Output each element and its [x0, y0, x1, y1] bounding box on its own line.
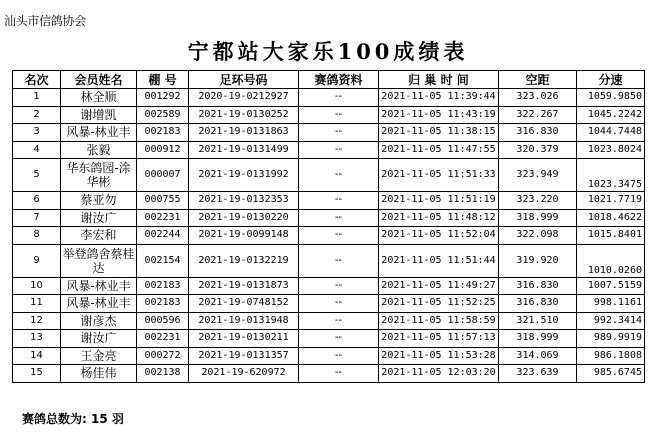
member-name-cell: 华东鸽园-涂华彬 [61, 159, 137, 192]
arrival-time-cell: 2021-11-05 11:58:59 [379, 312, 499, 330]
shed-number-cell: 000007 [137, 159, 189, 192]
pigeon-info-cell: -- [299, 277, 379, 295]
shed-number-cell: 001292 [137, 89, 189, 107]
pigeon-info-cell: -- [299, 365, 379, 383]
member-name-cell: 蔡亚勿 [61, 192, 137, 210]
speed-cell: 1044.7448 [577, 124, 645, 142]
ring-number-cell: 2021-19-0131948 [189, 312, 299, 330]
distance-cell: 319.920 [499, 244, 577, 277]
speed-cell: 1010.0260 [577, 244, 645, 277]
arrival-time-cell: 2021-11-05 11:47:55 [379, 141, 499, 159]
distance-cell: 322.267 [499, 106, 577, 124]
organization-name: 汕头市信鸽协会 [4, 14, 86, 28]
member-name-cell: 谢汝广 [61, 330, 137, 348]
speed-cell: 1007.5159 [577, 277, 645, 295]
distance-cell: 314.069 [499, 347, 577, 365]
ring-number-cell: 2021-19-620972 [189, 365, 299, 383]
arrival-time-cell: 2021-11-05 11:48:12 [379, 209, 499, 227]
speed-cell: 1045.2242 [577, 106, 645, 124]
member-name-cell: 张毅 [61, 141, 137, 159]
table-row [13, 89, 645, 107]
shed-number-cell: 002183 [137, 124, 189, 142]
pigeon-info-cell: -- [299, 347, 379, 365]
header-speed: 分速 [577, 71, 645, 89]
pigeon-info-cell: -- [299, 330, 379, 348]
member-name-cell: 谢彦杰 [61, 312, 137, 330]
speed-cell: 985.6745 [577, 365, 645, 383]
distance-cell: 323.220 [499, 192, 577, 210]
arrival-time-cell: 2021-11-05 12:03:20 [379, 365, 499, 383]
ring-number-cell: 2021-19-0099148 [189, 227, 299, 245]
rank-cell: 4 [13, 141, 61, 159]
header-rank: 名次 [13, 71, 61, 89]
member-name-cell: 王金亮 [61, 347, 137, 365]
member-name-cell: 林全顺 [61, 89, 137, 107]
pigeon-info-cell: -- [299, 312, 379, 330]
ring-number-cell: 2021-19-0131873 [189, 277, 299, 295]
results-table [12, 70, 645, 383]
table-row [13, 295, 645, 313]
shed-number-cell: 000596 [137, 312, 189, 330]
member-name-cell: 李宏和 [61, 227, 137, 245]
ring-number-cell: 2021-19-0130252 [189, 106, 299, 124]
header-shed-number: 棚 号 [137, 71, 189, 89]
table-row [13, 124, 645, 142]
arrival-time-cell: 2021-11-05 11:39:44 [379, 89, 499, 107]
rank-cell: 8 [13, 227, 61, 245]
shed-number-cell: 002231 [137, 209, 189, 227]
arrival-time-cell: 2021-11-05 11:53:28 [379, 347, 499, 365]
rank-cell: 14 [13, 347, 61, 365]
rank-cell: 2 [13, 106, 61, 124]
speed-cell: 1023.8024 [577, 141, 645, 159]
shed-number-cell: 002244 [137, 227, 189, 245]
arrival-time-cell: 2021-11-05 11:51:44 [379, 244, 499, 277]
pigeon-info-cell: -- [299, 192, 379, 210]
ring-number-cell: 2021-19-0748152 [189, 295, 299, 313]
rank-cell: 12 [13, 312, 61, 330]
distance-cell: 318.999 [499, 209, 577, 227]
table-row [13, 209, 645, 227]
ring-number-cell: 2021-19-0132353 [189, 192, 299, 210]
speed-cell: 1023.3475 [577, 159, 645, 192]
distance-cell: 323.026 [499, 89, 577, 107]
pigeon-info-cell: -- [299, 209, 379, 227]
distance-cell: 321.510 [499, 312, 577, 330]
distance-cell: 318.999 [499, 330, 577, 348]
pigeon-info-cell: -- [299, 227, 379, 245]
distance-cell: 323.949 [499, 159, 577, 192]
ring-number-cell: 2021-19-0130211 [189, 330, 299, 348]
pigeon-info-cell: -- [299, 124, 379, 142]
shed-number-cell: 002138 [137, 365, 189, 383]
table-row [13, 141, 645, 159]
header-arrival-time: 归 巢 时 间 [379, 71, 499, 89]
ring-number-cell: 2021-19-0130220 [189, 209, 299, 227]
distance-cell: 316.830 [499, 124, 577, 142]
header-ring-number: 足环号码 [189, 71, 299, 89]
rank-cell: 5 [13, 159, 61, 192]
arrival-time-cell: 2021-11-05 11:57:13 [379, 330, 499, 348]
ring-number-cell: 2021-19-0131499 [189, 141, 299, 159]
pigeon-info-cell: -- [299, 244, 379, 277]
member-name-cell: 谢汝广 [61, 209, 137, 227]
header-pigeon-info: 赛鸽资料 [299, 71, 379, 89]
member-name-cell: 风暴-林业丰 [61, 277, 137, 295]
header-member-name: 会员姓名 [61, 71, 137, 89]
ring-number-cell: 2021-19-0131992 [189, 159, 299, 192]
distance-cell: 320.379 [499, 141, 577, 159]
shed-number-cell: 002183 [137, 277, 189, 295]
table-row [13, 347, 645, 365]
distance-cell: 322.098 [499, 227, 577, 245]
distance-cell: 316.830 [499, 295, 577, 313]
arrival-time-cell: 2021-11-05 11:52:25 [379, 295, 499, 313]
rank-cell: 13 [13, 330, 61, 348]
rank-cell: 11 [13, 295, 61, 313]
rank-cell: 9 [13, 244, 61, 277]
arrival-time-cell: 2021-11-05 11:38:15 [379, 124, 499, 142]
pigeon-info-cell: -- [299, 89, 379, 107]
member-name-cell: 杨佳伟 [61, 365, 137, 383]
table-row [13, 365, 645, 383]
speed-cell: 1059.9850 [577, 89, 645, 107]
table-header-row [13, 71, 645, 89]
arrival-time-cell: 2021-11-05 11:43:19 [379, 106, 499, 124]
speed-cell: 998.1161 [577, 295, 645, 313]
speed-cell: 989.9919 [577, 330, 645, 348]
table-row [13, 277, 645, 295]
table-row [13, 159, 645, 192]
table-row [13, 244, 645, 277]
table-row [13, 106, 645, 124]
header-distance: 空距 [499, 71, 577, 89]
shed-number-cell: 000912 [137, 141, 189, 159]
pigeon-info-cell: -- [299, 141, 379, 159]
rank-cell: 3 [13, 124, 61, 142]
member-name-cell: 风暴-林业丰 [61, 124, 137, 142]
arrival-time-cell: 2021-11-05 11:52:04 [379, 227, 499, 245]
table-row [13, 192, 645, 210]
distance-cell: 316.830 [499, 277, 577, 295]
ring-number-cell: 2021-19-0132219 [189, 244, 299, 277]
ring-number-cell: 2021-19-0131357 [189, 347, 299, 365]
shed-number-cell: 002183 [137, 295, 189, 313]
rank-cell: 1 [13, 89, 61, 107]
page-title: 宁都站大家乐100成绩表 [187, 39, 469, 64]
speed-cell: 1015.8401 [577, 227, 645, 245]
arrival-time-cell: 2021-11-05 11:51:33 [379, 159, 499, 192]
arrival-time-cell: 2021-11-05 11:49:27 [379, 277, 499, 295]
member-name-cell: 谢增凯 [61, 106, 137, 124]
shed-number-cell: 000272 [137, 347, 189, 365]
rank-cell: 6 [13, 192, 61, 210]
table-row [13, 312, 645, 330]
speed-cell: 1021.7719 [577, 192, 645, 210]
member-name-cell: 举登鸽舍蔡桂达 [61, 244, 137, 277]
speed-cell: 992.3414 [577, 312, 645, 330]
pigeon-info-cell: -- [299, 159, 379, 192]
arrival-time-cell: 2021-11-05 11:51:19 [379, 192, 499, 210]
shed-number-cell: 002231 [137, 330, 189, 348]
ring-number-cell: 2021-19-0131863 [189, 124, 299, 142]
speed-cell: 986.1808 [577, 347, 645, 365]
speed-cell: 1018.4622 [577, 209, 645, 227]
pigeon-info-cell: -- [299, 295, 379, 313]
rank-cell: 15 [13, 365, 61, 383]
member-name-cell: 风暴-林业丰 [61, 295, 137, 313]
ring-number-cell: 2020-19-0212927 [189, 89, 299, 107]
total-pigeons-count: 赛鸽总数为: 15 羽 [22, 412, 124, 426]
rank-cell: 7 [13, 209, 61, 227]
shed-number-cell: 002589 [137, 106, 189, 124]
rank-cell: 10 [13, 277, 61, 295]
distance-cell: 323.639 [499, 365, 577, 383]
table-row [13, 330, 645, 348]
shed-number-cell: 002154 [137, 244, 189, 277]
table-row [13, 227, 645, 245]
pigeon-info-cell: -- [299, 106, 379, 124]
shed-number-cell: 000755 [137, 192, 189, 210]
